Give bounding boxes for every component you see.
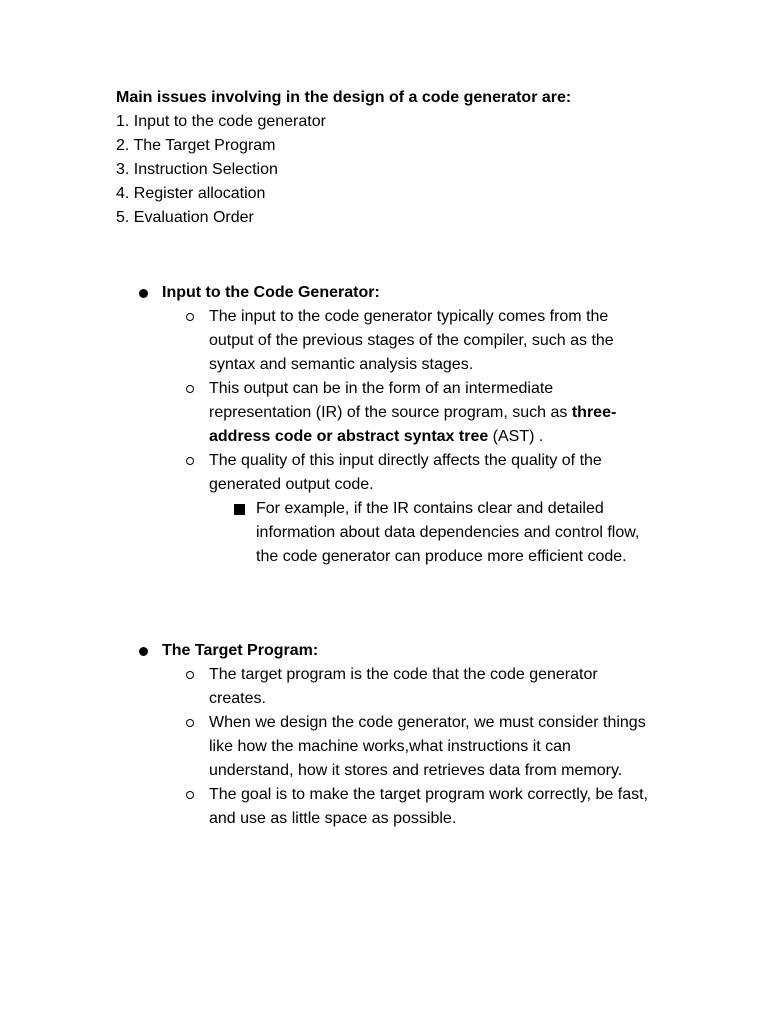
sub-point-text: The goal is to make the target program work correctly, be fast, and use as little space as possible.	[209, 786, 648, 827]
sub-point	[0, 449, 649, 497]
sub-point	[0, 305, 649, 377]
sub-point	[0, 711, 649, 783]
sub-point	[0, 377, 649, 449]
sub-point-text-start: This output can be in the form of an intermediate representation (IR) of the source program, such as	[209, 380, 572, 421]
sub-point-text: When we design the code generator, we must consider things like how the machine works,what instructions it can understand, how it stores and retrieves data from memory.	[209, 714, 646, 779]
hollow-bullet-icon	[186, 313, 194, 321]
sub-sub-point-text: For example, if the IR contains clear and detailed information about data dependencies and control flow, the code generator can produce more efficient code.	[256, 500, 640, 565]
issue-item: 4. Register allocation	[116, 185, 266, 202]
hollow-bullet-icon	[186, 671, 194, 679]
sub-point	[0, 783, 649, 831]
sub-point	[0, 663, 649, 711]
issues-list	[116, 110, 326, 230]
sub-sub-point	[0, 497, 651, 569]
sub-point-text: The target program is the code that the code generator creates.	[209, 666, 598, 707]
document-heading: Main issues involving in the design of a code generator are:	[116, 89, 572, 106]
issue-item: 1. Input to the code generator	[116, 113, 326, 130]
hollow-bullet-icon	[186, 457, 194, 465]
section-target-program	[0, 639, 768, 831]
section-input-to-code-generator	[0, 281, 768, 569]
sub-point-bold-text: three-address code or abstract syntax tree	[209, 404, 617, 445]
issue-item: 5. Evaluation Order	[116, 209, 254, 226]
sub-point-text: The quality of this input directly affects the quality of the generated output code.	[209, 452, 602, 493]
section-title-text: Input to the Code Generator:	[162, 284, 380, 301]
hollow-bullet-icon	[186, 719, 194, 727]
issue-item: 3. Instruction Selection	[116, 161, 278, 178]
filled-bullet-icon	[139, 647, 148, 656]
sub-point-text: The input to the code generator typically comes from the output of the previous stages of the compiler, such as the syntax and semantic analysis stages.	[209, 308, 614, 373]
issue-item: 2. The Target Program	[116, 137, 276, 154]
section-title	[0, 281, 768, 305]
filled-bullet-icon	[139, 289, 148, 298]
section-title	[0, 639, 768, 663]
section-title-text: The Target Program:	[162, 642, 319, 659]
hollow-bullet-icon	[186, 385, 194, 393]
square-bullet-icon	[234, 504, 245, 515]
sub-point-text-end: (AST) .	[488, 428, 544, 445]
hollow-bullet-icon	[186, 791, 194, 799]
